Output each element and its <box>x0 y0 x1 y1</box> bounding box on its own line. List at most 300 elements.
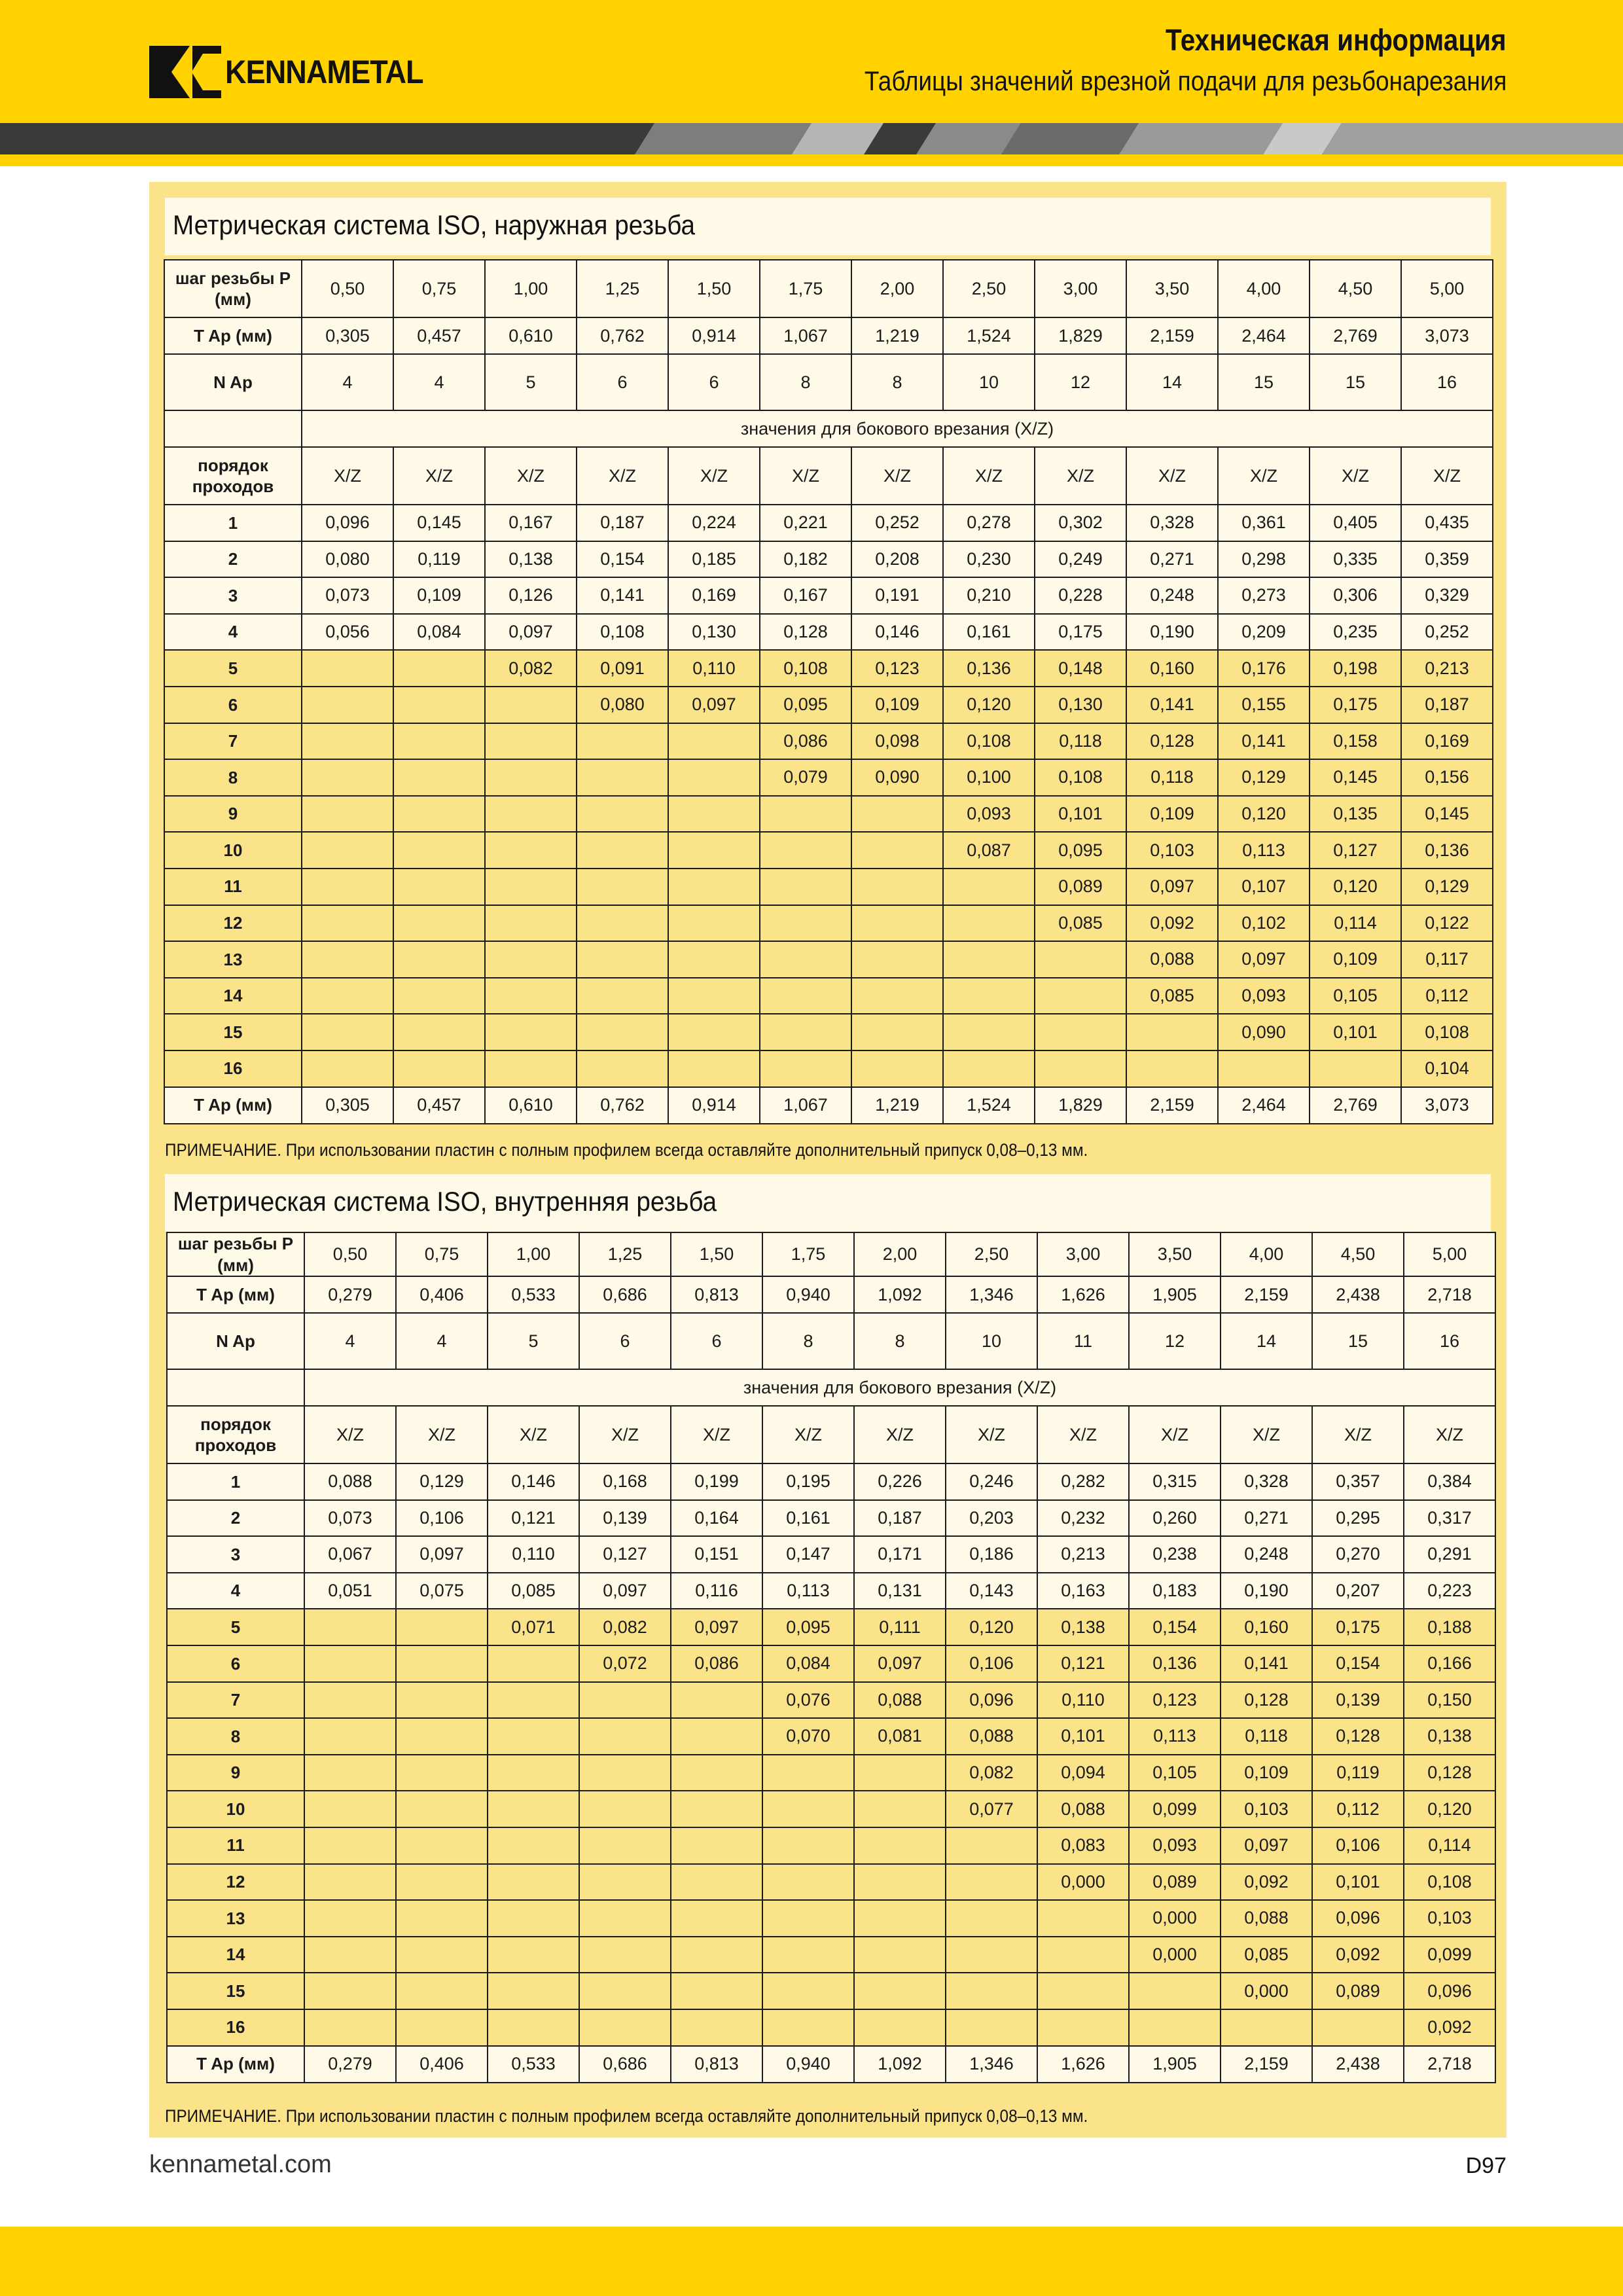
pass-number: 1 <box>164 505 302 541</box>
pass-value: 0,128 <box>760 614 851 651</box>
pass-value: 0,051 <box>304 1573 396 1609</box>
pass-value: 0,120 <box>943 687 1035 723</box>
pass-value <box>485 869 577 905</box>
pass-value <box>304 1973 396 2009</box>
pass-value: 0,092 <box>1404 2009 1495 2046</box>
pass-value <box>1312 2009 1404 2046</box>
tap-label: T Ap (мм) <box>167 1276 304 1313</box>
pass-value <box>488 1791 579 1827</box>
pass-value <box>393 978 485 1014</box>
table1-note: ПРИМЕЧАНИЕ. При использовании пластин с полным профилем всегда оставляйте дополнительный припуск 0,08–0,13 мм. <box>165 1140 1088 1160</box>
pass-number: 10 <box>164 832 302 869</box>
nap-value: 15 <box>1310 354 1401 410</box>
pass-value: 0,086 <box>760 723 851 760</box>
pass-number: 12 <box>167 1864 304 1901</box>
pass-value: 0,084 <box>762 1645 854 1682</box>
nap-row <box>164 354 1493 410</box>
pass-value: 0,089 <box>1312 1973 1404 2009</box>
pass-value: 0,105 <box>1129 1755 1221 1791</box>
pass-value <box>671 1718 762 1755</box>
pass-value <box>668 869 760 905</box>
pass-value: 0,135 <box>1310 796 1401 833</box>
pass-value <box>302 905 393 942</box>
pass-row <box>167 1536 1495 1573</box>
pass-value <box>946 1864 1037 1901</box>
tap-total-row <box>164 1087 1493 1124</box>
pass-value <box>304 1645 396 1682</box>
pass-value <box>488 1864 579 1901</box>
pass-value <box>851 978 943 1014</box>
pass-row <box>164 650 1493 687</box>
pass-value: 0,145 <box>393 505 485 541</box>
xz-label: X/Z <box>668 447 760 505</box>
pass-value: 0,086 <box>671 1645 762 1682</box>
pass-row <box>167 2009 1495 2046</box>
pass-value: 0,126 <box>485 577 577 614</box>
pass-value: 0,155 <box>1218 687 1310 723</box>
pass-value: 0,317 <box>1404 1500 1495 1537</box>
nap-label: N Ap <box>167 1313 304 1369</box>
pitch-value: 4,50 <box>1310 260 1401 317</box>
pass-value: 0,113 <box>1218 832 1310 869</box>
pass-value: 0,141 <box>1218 723 1310 760</box>
tap-value: 1,905 <box>1129 1276 1221 1313</box>
pass-value: 0,099 <box>1404 1937 1495 1973</box>
pass-value: 0,106 <box>396 1500 488 1537</box>
pass-value: 0,169 <box>1401 723 1493 760</box>
pass-value <box>302 869 393 905</box>
pass-row <box>167 1755 1495 1791</box>
pass-value <box>485 941 577 978</box>
pass-value: 0,141 <box>1126 687 1218 723</box>
pass-value <box>488 1973 579 2009</box>
nap-value: 6 <box>579 1313 671 1369</box>
pass-number: 13 <box>164 941 302 978</box>
side-infeed-label: значения для бокового врезания (X/Z) <box>302 410 1493 447</box>
pass-row <box>167 1791 1495 1827</box>
pass-value <box>488 1718 579 1755</box>
pass-number: 8 <box>167 1718 304 1755</box>
pass-value: 0,087 <box>943 832 1035 869</box>
xz-label: X/Z <box>488 1406 579 1463</box>
pass-value <box>393 832 485 869</box>
pass-value: 0,190 <box>1126 614 1218 651</box>
pass-value <box>943 869 1035 905</box>
pass-value: 0,056 <box>302 614 393 651</box>
pass-row <box>167 1900 1495 1937</box>
pass-value <box>946 2009 1037 2046</box>
pitch-value: 3,50 <box>1126 260 1218 317</box>
pass-value: 0,295 <box>1312 1500 1404 1537</box>
pass-value: 0,088 <box>854 1682 946 1719</box>
nap-value: 4 <box>393 354 485 410</box>
pass-value: 0,109 <box>1221 1755 1312 1791</box>
pass-value: 0,131 <box>854 1573 946 1609</box>
pass-value <box>1035 1050 1126 1087</box>
pass-value: 0,147 <box>762 1536 854 1573</box>
pass-value: 0,089 <box>1129 1864 1221 1901</box>
xz-label: X/Z <box>851 447 943 505</box>
pass-value: 0,221 <box>760 505 851 541</box>
pass-value <box>488 1682 579 1719</box>
pass-value: 0,213 <box>1037 1536 1129 1573</box>
pass-value <box>1035 1014 1126 1050</box>
xz-label: X/Z <box>1404 1406 1495 1463</box>
xz-label: X/Z <box>1035 447 1126 505</box>
pass-value: 0,108 <box>760 650 851 687</box>
pass-value: 0,095 <box>760 687 851 723</box>
pass-value: 0,110 <box>668 650 760 687</box>
pass-value <box>304 1755 396 1791</box>
nap-value: 4 <box>304 1313 396 1369</box>
pitch-value: 1,75 <box>762 1232 854 1276</box>
xz-label: X/Z <box>302 447 393 505</box>
pass-value: 0,122 <box>1401 905 1493 942</box>
pitch-value: 1,50 <box>671 1232 762 1276</box>
pass-value: 0,151 <box>671 1536 762 1573</box>
pass-value: 0,111 <box>854 1609 946 1645</box>
pass-value: 0,073 <box>302 577 393 614</box>
pass-value <box>762 1791 854 1827</box>
nap-value: 16 <box>1401 354 1493 410</box>
pass-row <box>167 1973 1495 2009</box>
pass-row <box>167 1718 1495 1755</box>
external-thread-table <box>164 259 1493 1124</box>
pass-row <box>164 505 1493 541</box>
pass-value: 0,000 <box>1037 1864 1129 1901</box>
pass-value: 0,108 <box>943 723 1035 760</box>
pass-value <box>396 2009 488 2046</box>
tap-total-value: 0,533 <box>488 2046 579 2083</box>
pass-value: 0,161 <box>762 1500 854 1537</box>
pass-value: 0,080 <box>302 541 393 578</box>
pass-value <box>854 1937 946 1973</box>
pass-value <box>943 1050 1035 1087</box>
pass-value: 0,154 <box>577 541 668 578</box>
pass-value: 0,127 <box>579 1536 671 1573</box>
pass-number: 16 <box>167 2009 304 2046</box>
pass-value: 0,072 <box>579 1645 671 1682</box>
nap-value: 8 <box>851 354 943 410</box>
tap-value: 0,279 <box>304 1276 396 1313</box>
pass-value: 0,101 <box>1312 1864 1404 1901</box>
pass-value: 0,230 <box>943 541 1035 578</box>
tap-total-row <box>167 2046 1495 2083</box>
pass-value <box>302 941 393 978</box>
pass-value: 0,182 <box>760 541 851 578</box>
pass-value: 0,129 <box>1218 759 1310 796</box>
tap-value: 0,533 <box>488 1276 579 1313</box>
pass-value: 0,146 <box>488 1463 579 1500</box>
pass-number: 10 <box>167 1791 304 1827</box>
pass-value <box>302 1050 393 1087</box>
pass-value: 0,291 <box>1404 1536 1495 1573</box>
pass-value: 0,361 <box>1218 505 1310 541</box>
footer-bar <box>0 2227 1623 2296</box>
tap-total-value: 1,219 <box>851 1087 943 1124</box>
pass-number: 2 <box>167 1500 304 1537</box>
pass-value: 0,136 <box>1401 832 1493 869</box>
pass-value: 0,175 <box>1312 1609 1404 1645</box>
pass-value: 0,270 <box>1312 1536 1404 1573</box>
pass-value: 0,306 <box>1310 577 1401 614</box>
pass-value: 0,112 <box>1312 1791 1404 1827</box>
pitch-value: 4,50 <box>1312 1232 1404 1276</box>
logo-text: KENNAMETAL <box>225 54 423 90</box>
tap-value: 0,305 <box>302 317 393 354</box>
pass-value: 0,092 <box>1312 1937 1404 1973</box>
pass-value: 0,187 <box>854 1500 946 1537</box>
pass-value <box>396 1609 488 1645</box>
pass-value: 0,167 <box>485 505 577 541</box>
pass-value <box>943 941 1035 978</box>
pass-value: 0,248 <box>1221 1536 1312 1573</box>
pass-number: 3 <box>164 577 302 614</box>
footer-url[interactable]: kennametal.com <box>149 2151 332 2178</box>
pass-value <box>393 905 485 942</box>
pass-value <box>393 650 485 687</box>
tap-total-label: T Ap (мм) <box>167 2046 304 2083</box>
nap-value: 8 <box>760 354 851 410</box>
pass-number: 5 <box>164 650 302 687</box>
pass-value: 0,223 <box>1404 1573 1495 1609</box>
pass-value: 0,071 <box>488 1609 579 1645</box>
pass-value: 0,150 <box>1404 1682 1495 1719</box>
pass-value <box>760 869 851 905</box>
nap-value: 8 <box>762 1313 854 1369</box>
tap-value: 2,718 <box>1404 1276 1495 1313</box>
xz-label: X/Z <box>854 1406 946 1463</box>
pass-value <box>854 1900 946 1937</box>
pass-value <box>668 723 760 760</box>
xz-label: X/Z <box>946 1406 1037 1463</box>
pass-row <box>164 1014 1493 1050</box>
pass-value: 0,114 <box>1404 1827 1495 1864</box>
pass-value: 0,260 <box>1129 1500 1221 1537</box>
pass-value: 0,097 <box>1218 941 1310 978</box>
pass-value <box>488 1937 579 1973</box>
pass-value: 0,210 <box>943 577 1035 614</box>
pass-value <box>668 941 760 978</box>
pass-number: 8 <box>164 759 302 796</box>
pass-value <box>668 1050 760 1087</box>
nap-value: 10 <box>946 1313 1037 1369</box>
pass-value <box>485 796 577 833</box>
pass-value: 0,187 <box>577 505 668 541</box>
pass-value <box>485 759 577 796</box>
pass-value <box>946 1827 1037 1864</box>
pass-value: 0,298 <box>1218 541 1310 578</box>
xz-label: X/Z <box>393 447 485 505</box>
nap-value: 14 <box>1126 354 1218 410</box>
pass-value: 0,328 <box>1126 505 1218 541</box>
pass-value <box>485 687 577 723</box>
pass-number: 4 <box>164 614 302 651</box>
pass-value: 0,315 <box>1129 1463 1221 1500</box>
pass-value <box>485 1014 577 1050</box>
tap-value: 2,159 <box>1221 1276 1312 1313</box>
pass-value: 0,130 <box>1035 687 1126 723</box>
pass-value: 0,104 <box>1401 1050 1493 1087</box>
pass-value <box>851 796 943 833</box>
pass-value: 0,085 <box>1035 905 1126 942</box>
pitch-value: 3,00 <box>1037 1232 1129 1276</box>
pass-value: 0,067 <box>304 1536 396 1573</box>
pass-value <box>302 796 393 833</box>
xz-label: X/Z <box>396 1406 488 1463</box>
pass-number: 12 <box>164 905 302 942</box>
pass-value <box>671 1755 762 1791</box>
pass-value: 0,096 <box>302 505 393 541</box>
pass-value: 0,129 <box>1401 869 1493 905</box>
pass-value <box>577 796 668 833</box>
pass-number: 14 <box>164 978 302 1014</box>
pass-value: 0,209 <box>1218 614 1310 651</box>
pass-value <box>577 723 668 760</box>
pass-value <box>485 905 577 942</box>
pass-value <box>668 796 760 833</box>
pass-value: 0,082 <box>485 650 577 687</box>
pass-value <box>668 1014 760 1050</box>
page-header <box>0 0 1623 123</box>
pitch-row <box>164 260 1493 317</box>
pass-value <box>1126 1050 1218 1087</box>
pass-value: 0,083 <box>1037 1827 1129 1864</box>
nap-value: 6 <box>671 1313 762 1369</box>
pass-value <box>302 650 393 687</box>
pass-value <box>396 1937 488 1973</box>
pass-value: 0,097 <box>485 614 577 651</box>
tap-row <box>164 317 1493 354</box>
tap-total-value: 1,626 <box>1037 2046 1129 2083</box>
pass-value: 0,081 <box>854 1718 946 1755</box>
pass-value: 0,105 <box>1310 978 1401 1014</box>
pass-row <box>164 541 1493 578</box>
pass-value: 0,118 <box>1126 759 1218 796</box>
pass-value <box>851 869 943 905</box>
pass-value: 0,139 <box>1312 1682 1404 1719</box>
pass-number: 15 <box>167 1973 304 2009</box>
pass-value: 0,088 <box>946 1718 1037 1755</box>
pass-value: 0,112 <box>1401 978 1493 1014</box>
pass-value: 0,096 <box>946 1682 1037 1719</box>
pass-value: 0,088 <box>1126 941 1218 978</box>
pass-value: 0,166 <box>1404 1645 1495 1682</box>
nap-value: 8 <box>854 1313 946 1369</box>
pass-value <box>488 2009 579 2046</box>
tap-value: 1,829 <box>1035 317 1126 354</box>
pass-value <box>762 1900 854 1937</box>
pass-value: 0,238 <box>1129 1536 1221 1573</box>
pass-value: 0,224 <box>668 505 760 541</box>
pass-value: 0,114 <box>1310 905 1401 942</box>
pass-value <box>304 1791 396 1827</box>
pass-value: 0,138 <box>1037 1609 1129 1645</box>
pass-value <box>671 1682 762 1719</box>
pass-value <box>396 1755 488 1791</box>
tap-total-value: 2,464 <box>1218 1087 1310 1124</box>
pitch-value: 0,75 <box>396 1232 488 1276</box>
pass-value: 0,278 <box>943 505 1035 541</box>
pass-value: 0,108 <box>1404 1864 1495 1901</box>
tap-total-value: 3,073 <box>1401 1087 1493 1124</box>
pass-value: 0,235 <box>1310 614 1401 651</box>
pass-value <box>577 1014 668 1050</box>
pass-value: 0,271 <box>1221 1500 1312 1537</box>
tap-total-value: 1,829 <box>1035 1087 1126 1124</box>
pass-value: 0,130 <box>668 614 760 651</box>
pass-number: 5 <box>167 1609 304 1645</box>
tap-total-value: 2,159 <box>1221 2046 1312 2083</box>
pass-value: 0,075 <box>396 1573 488 1609</box>
side-infeed-blank <box>164 410 302 447</box>
pass-value: 0,082 <box>946 1755 1037 1791</box>
pass-value: 0,095 <box>762 1609 854 1645</box>
pass-value: 0,073 <box>304 1500 396 1537</box>
xz-label: X/Z <box>671 1406 762 1463</box>
pass-value <box>579 1973 671 2009</box>
pass-value: 0,156 <box>1401 759 1493 796</box>
pass-value <box>946 1973 1037 2009</box>
pass-value: 0,107 <box>1218 869 1310 905</box>
table1-title: Метрическая система ISO, наружная резьба <box>173 209 695 240</box>
tap-total-value: 1,524 <box>943 1087 1035 1124</box>
pass-value <box>1126 1014 1218 1050</box>
pass-value <box>485 978 577 1014</box>
pass-value: 0,208 <box>851 541 943 578</box>
pass-value <box>488 1827 579 1864</box>
pass-value: 0,090 <box>1218 1014 1310 1050</box>
tap-value: 0,686 <box>579 1276 671 1313</box>
tap-total-value: 2,718 <box>1404 2046 1495 2083</box>
pass-value: 0,000 <box>1129 1900 1221 1937</box>
pass-number: 13 <box>167 1900 304 1937</box>
pass-row <box>167 1645 1495 1682</box>
pass-value: 0,232 <box>1037 1500 1129 1537</box>
nap-value: 11 <box>1037 1313 1129 1369</box>
pass-number: 16 <box>164 1050 302 1087</box>
pass-value: 0,000 <box>1129 1937 1221 1973</box>
pass-value: 0,088 <box>304 1463 396 1500</box>
pass-value <box>579 1718 671 1755</box>
pass-value: 0,168 <box>579 1463 671 1500</box>
pass-value: 0,096 <box>1312 1900 1404 1937</box>
pass-value: 0,097 <box>668 687 760 723</box>
pass-value: 0,113 <box>1129 1718 1221 1755</box>
nap-value: 6 <box>668 354 760 410</box>
pass-value <box>579 1791 671 1827</box>
tap-value: 1,219 <box>851 317 943 354</box>
pitch-value: 0,50 <box>304 1232 396 1276</box>
pass-value <box>488 1755 579 1791</box>
pass-value: 0,160 <box>1126 650 1218 687</box>
pass-value: 0,167 <box>760 577 851 614</box>
pass-value: 0,163 <box>1037 1573 1129 1609</box>
pass-value: 0,228 <box>1035 577 1126 614</box>
pass-value: 0,171 <box>854 1536 946 1573</box>
pass-value <box>396 1682 488 1719</box>
pitch-value: 0,75 <box>393 260 485 317</box>
pass-value: 0,097 <box>1126 869 1218 905</box>
pass-value <box>579 1755 671 1791</box>
pass-value <box>943 1014 1035 1050</box>
pass-value <box>668 832 760 869</box>
xz-label: X/Z <box>579 1406 671 1463</box>
pass-value <box>302 832 393 869</box>
pass-value: 0,101 <box>1035 796 1126 833</box>
pass-value: 0,185 <box>668 541 760 578</box>
side-infeed-row <box>167 1369 1495 1406</box>
